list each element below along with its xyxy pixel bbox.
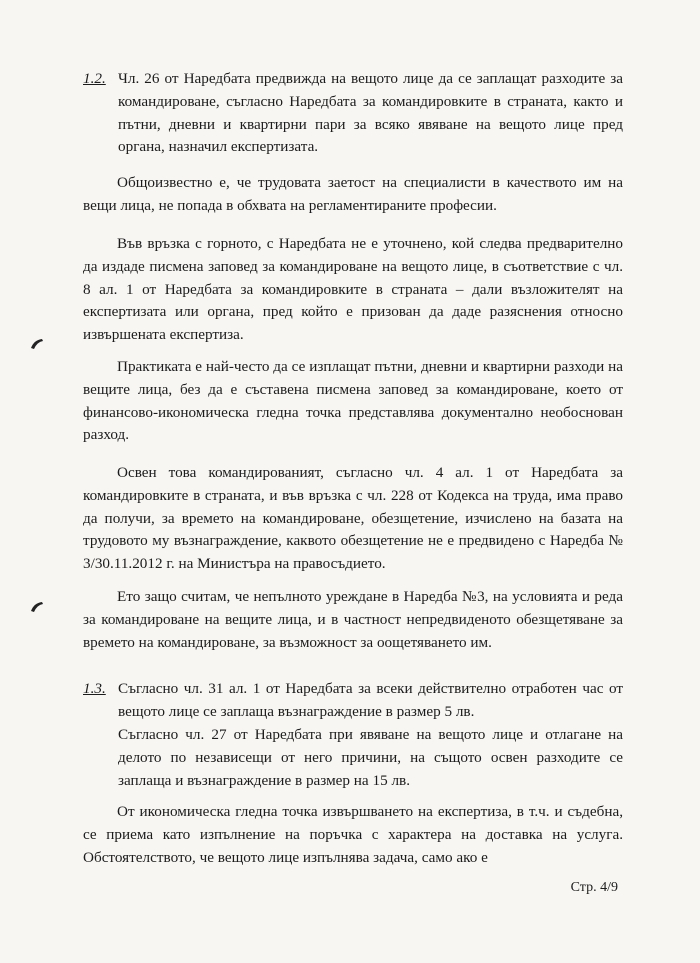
page-number: Стр. 4/9 <box>570 880 618 895</box>
paragraph-1-3-second: Съгласно чл. 27 от Наредбата при явяване на вещото лице и отлагане на делото по независещи от него причини, на същото освен разходите се заплаща и възнаграждение в размер на 15 лв. <box>118 726 623 789</box>
paragraph-1-3: Съгласно чл. 31 ал. 1 от Наредбата за всеки действително отработен час от вещото лице се заплаща възнаграждение в размер 5 лв. <box>118 680 623 720</box>
paragraph-eto-zashto: Ето защо считам, че непълното уреждане в Наредба №3, на условията и реда за командироване на вещите лица, и в частност непредвиденото обезщетяване за времето на командироване, за възможност за оощетяването им. <box>83 588 623 651</box>
paragraph-1-2-text: Чл. 26 от Наредбата предвижда на вещото лице да се заплащат разходите за командироване, съгласно Наредбата за командировките в страната, както и пътни, дневни и квартирни пари за всяко явяване на вещото лице пред органа, назначил експертизата. <box>118 70 623 156</box>
paragraph-ot-ikonomicheska: От икономическа гледна точка извършването на експертиза, в т.ч. и съдебна, се приема като изпълнение на поръчка с характера на доставка на услуга. Обстоятелството, че вещото лице изпълнява задача, само ако е <box>83 803 623 866</box>
section-number-1-3: 1.3. <box>83 680 106 697</box>
punch-hole-mark-icon <box>30 338 44 350</box>
paragraph-vav-vrazka: Във връзка с горното, с Наредбата не е уточнено, кой следва предварително да издаде писмена заповед за командироване на вещото лице, в съответствие с чл. 8 ал. 1 от Наредбата за командировките в страната – дали възложителят на експертизата или органа, пред който е призован да даде разяснения относно извършената експертиза. <box>83 235 623 344</box>
paragraph-praktikata: Практиката е най-често да се изплащат пътни, дневни и квартирни разходи на вещите лица, без да е съставена писмена заповед за командироване, което от финансово-икономическа гледна точка представлява документално необоснован разход. <box>83 358 623 444</box>
paragraph-obshtoizvestno: Общоизвестно е, че трудовата заетост на специалисти в качеството им на вещи лица, не попада в обхвата на регламентираните професии. <box>83 174 623 214</box>
paragraph-1-2 <box>118 68 623 159</box>
section-number-1-2: 1.2. <box>83 70 106 87</box>
punch-hole-mark-icon-2 <box>30 601 44 613</box>
paragraph-osven-tova: Освен това командированият, съгласно чл. 4 ал. 1 от Наредбата за командировките в страната, и във връзка с чл. 228 от Кодекса на труда, има право да получи, за времето на командироване, обезщетение, изчислено на базата на трудовото му възнаграждение, каквото обезщетение не е предвидено с Наредба № 3/30.11.2012 г. на Министъра на правосъдието. <box>83 464 623 573</box>
